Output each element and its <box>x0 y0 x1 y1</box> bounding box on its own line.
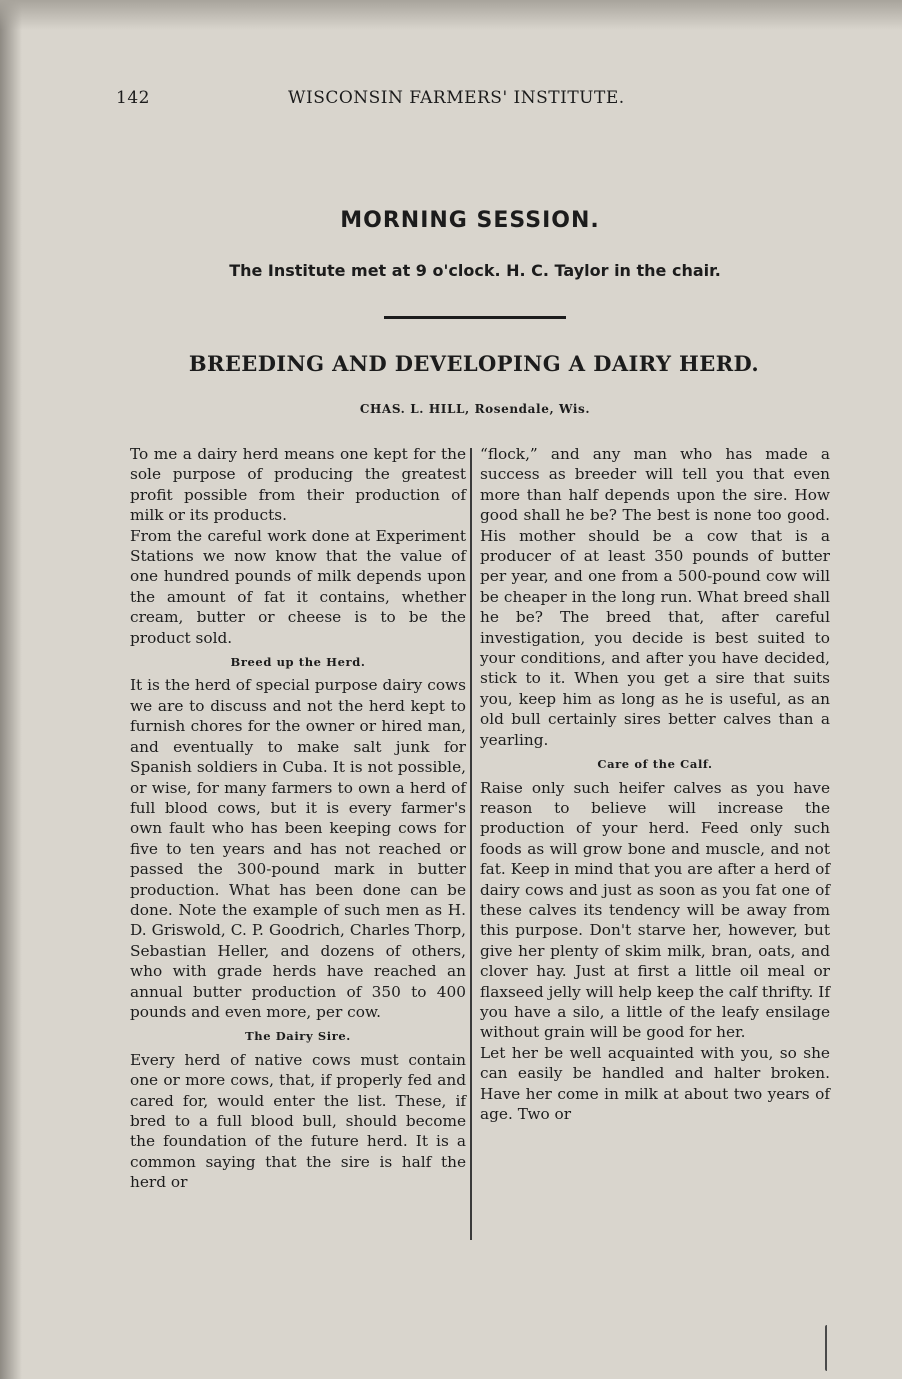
subheading: Breed up the Herd. <box>230 655 366 670</box>
subheading: The Dairy Sire. <box>245 1029 351 1044</box>
right-column <box>480 444 830 1124</box>
paragraph: It is the herd of special purpose dairy cows we are to discuss and not the herd kept to furnish chores for the owner or hired man, and eventually to make salt junk for Spanish soldiers in Cuba. It is not possible, or wise, for many farmers to own a herd of full blood cows, but it is every farmer's own fault who has been keeping cows for five to ten years and has not reached or passed the 300-pound mark in butter production. What has been done can be done. Note the example of such men as H. D. Griswold, C. P. Goodrich, Charles Thorp, Sebastian Heller, and dozens of others, who with grade herds have reached an annual butter production of 350 to 400 pounds and even more, per cow. <box>130 676 466 1021</box>
running-title: WISCONSIN FARMERS' INSTITUTE. <box>288 88 625 108</box>
article-byline: CHAS. L. HILL, Rosendale, Wis. <box>359 402 591 416</box>
paragraph: Raise only such heifer calves as you have reason to believe will increase the production of your herd. Feed only such foods as will grow bone and muscle, and not fat. Keep in mind that you are after a herd of dairy cows and just as soon as you fat one of these calves its tendency will be away from this purpose. Don't starve her, however, but give her plenty of skim milk, bran, oats, and clover hay. Just at first a little oil meal or flaxseed jelly will help keep the calf thrifty. If you have a silo, a little of the leafy ensilage without grain will be good for her. <box>480 778 830 1042</box>
session-title: MORNING SESSION. <box>340 208 600 233</box>
paragraph: Every herd of native cows must contain one or more cows, that, if properly fed and cared for, would enter the list. These, if bred to a full blood bull, should become the foundation of the future herd. It is a common saying that the sire is half the herd or <box>130 1050 466 1192</box>
page-edge-mark <box>825 1325 830 1371</box>
session-note: The Institute met at 9 o'clock. H. C. Taylor in the chair. <box>229 261 721 280</box>
subheading: Care of the Calf. <box>597 757 713 772</box>
section-rule <box>384 316 566 319</box>
paragraph: From the careful work done at Experiment Stations we now know that the value of one hundred pounds of milk depends upon the amount of fat it contains, whether cream, butter or cheese is to be the product sold. <box>130 526 466 647</box>
paragraph: Let her be well acquainted with you, so she can easily be handled and halter broken. Have her come in milk at about two years of age. Two or <box>480 1043 830 1123</box>
paragraph: “flock,” and any man who has made a success as breeder will tell you that even more than half depends upon the sire. How good shall he be? The best is none too good. His mother should be a cow that is a producer of at least 350 pounds of butter per year, and one from a 500-pound cow will be cheaper in the long run. What breed shall he be? The breed that, after careful investigation, you decide is best suited to your conditions, and after you have decided, stick to it. When you get a sire that suits you, keep him as long as he is useful, as an old bull certainly sires better calves than a yearling. <box>480 445 830 749</box>
page-number: 142 <box>116 88 150 108</box>
left-column <box>130 444 466 1193</box>
column-divider <box>470 448 472 1240</box>
paragraph: To me a dairy herd means one kept for the sole purpose of producing the greatest profit possible from their production of milk or its products. <box>130 445 466 525</box>
article-title: BREEDING AND DEVELOPING A DAIRY HERD. <box>188 351 760 376</box>
